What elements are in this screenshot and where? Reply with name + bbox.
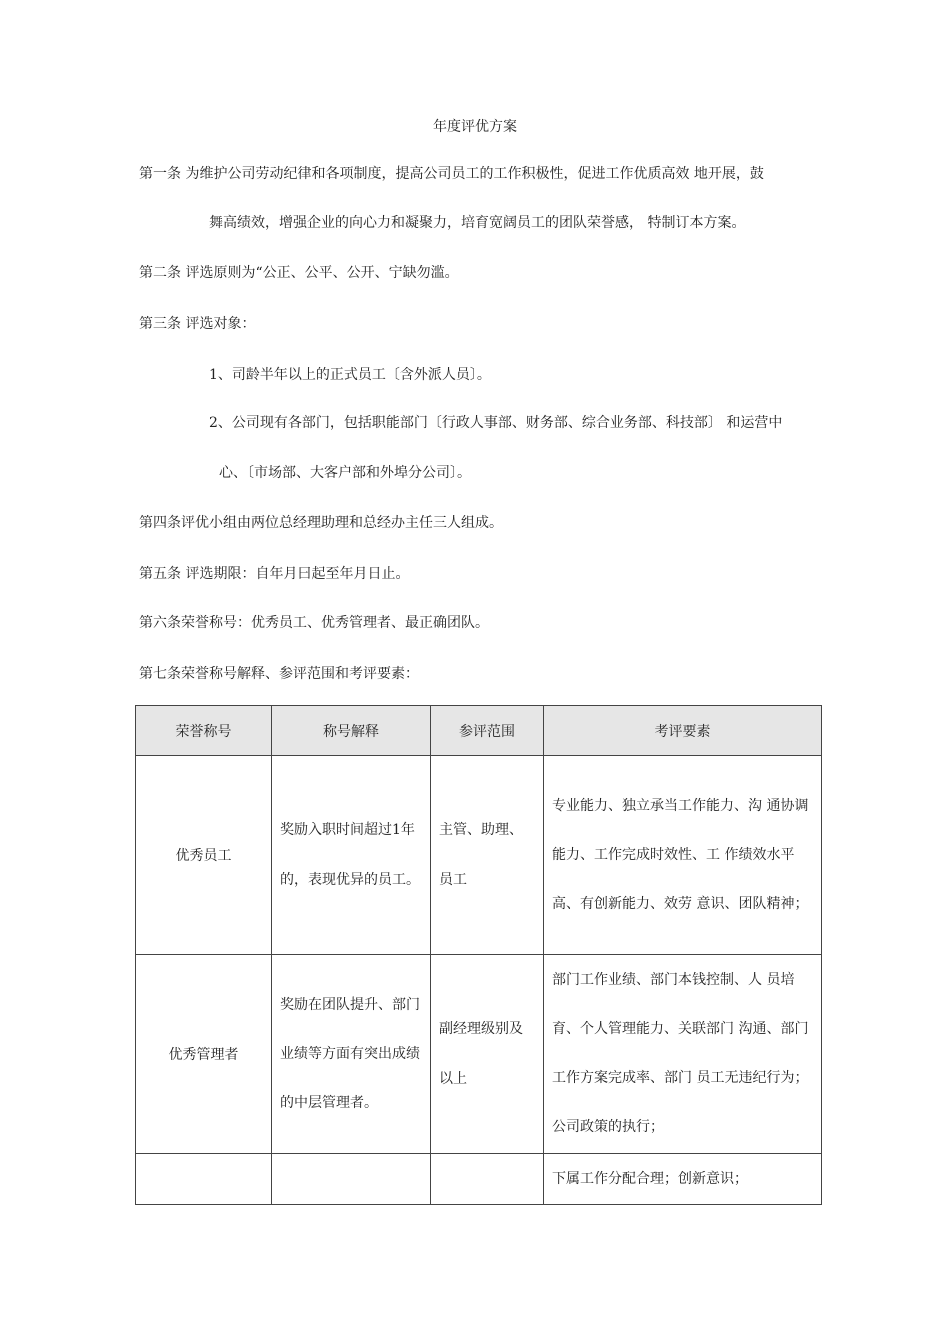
honor-name-cell: 优秀管理者 (136, 955, 272, 1154)
award-table (135, 705, 822, 1205)
article-3-item-2-line-1: 2、公司现有各部门，包括职能部门〔行政人事部、财务部、综合业务部、科技部〕 和运营中 (209, 415, 783, 431)
article-7: 第七条荣誉称号解释、参评范围和考评要素： (139, 666, 419, 682)
document-title: 年度评优方案 (433, 119, 517, 135)
explanation-text: 奖励入职时间超过1年的，表现优异的员工。 (280, 822, 420, 888)
criteria-cell (544, 1154, 822, 1205)
scope-cell (431, 756, 544, 955)
explanation-text: 奖励在团队提升、部门业绩等方面有突出成绩的中层管理者。 (280, 996, 420, 1111)
explanation-cell (272, 1154, 431, 1205)
header-honor-title: 荣誉称号 (136, 706, 272, 756)
scope-cell (431, 1154, 544, 1205)
explanation-cell (272, 955, 431, 1154)
criteria-text: 部门工作业绩、部门本钱控制、人 员培育、个人管理能力、关联部门 沟通、部门工作方案完成率、部门 员工无违纪行为；公司政策的执行； (552, 972, 809, 1135)
table-row (136, 1154, 822, 1205)
table-header-row (136, 706, 822, 756)
scope-cell (431, 955, 544, 1154)
header-criteria: 考评要素 (544, 706, 822, 756)
article-4: 第四条评优小组由两位总经理助理和总经办主任三人组成。 (139, 515, 503, 531)
table-row (136, 955, 822, 1154)
honor-name-cell: 优秀员工 (136, 756, 272, 955)
article-6: 第六条荣誉称号：优秀员工、优秀管理者、最正确团队。 (139, 615, 489, 631)
honor-name-cell (136, 1154, 272, 1205)
criteria-cell (544, 955, 822, 1154)
article-2: 第二条 评选原则为“公正、公平、公开、宁缺勿滥。 (139, 265, 459, 281)
scope-text: 副经理级别及以上 (439, 1021, 523, 1087)
article-3-item-2-line-2: 心、〔市场部、大客户部和外埠分公司〕。 (219, 465, 471, 481)
scope-text: 主管、助理、员工 (439, 822, 523, 888)
article-1-line-1: 第一条 为维护公司劳动纪律和各项制度，提高公司员工的工作积极性，促进工作优质高效 地开展，鼓 (139, 166, 764, 182)
article-3: 第三条 评选对象： (139, 316, 256, 332)
criteria-cell (544, 756, 822, 955)
table-row (136, 756, 822, 955)
header-title-explanation: 称号解释 (272, 706, 431, 756)
explanation-cell (272, 756, 431, 955)
criteria-text: 下属工作分配合理；创新意识； (552, 1171, 748, 1187)
article-1-line-2: 舞高绩效，增强企业的向心力和凝聚力，培育宽阔员工的团队荣誉感， 特制订本方案。 (209, 215, 746, 231)
article-3-item-1: 1、司龄半年以上的正式员工〔含外派人员〕。 (209, 367, 491, 383)
header-scope: 参评范围 (431, 706, 544, 756)
article-5: 第五条 评选期限：自年月曰起至年月日止。 (139, 566, 410, 582)
criteria-text: 专业能力、独立承当工作能力、沟 通协调能力、工作完成时效性、工 作绩效水平高、有创新能力、效劳 意识、团队精神； (552, 797, 809, 912)
